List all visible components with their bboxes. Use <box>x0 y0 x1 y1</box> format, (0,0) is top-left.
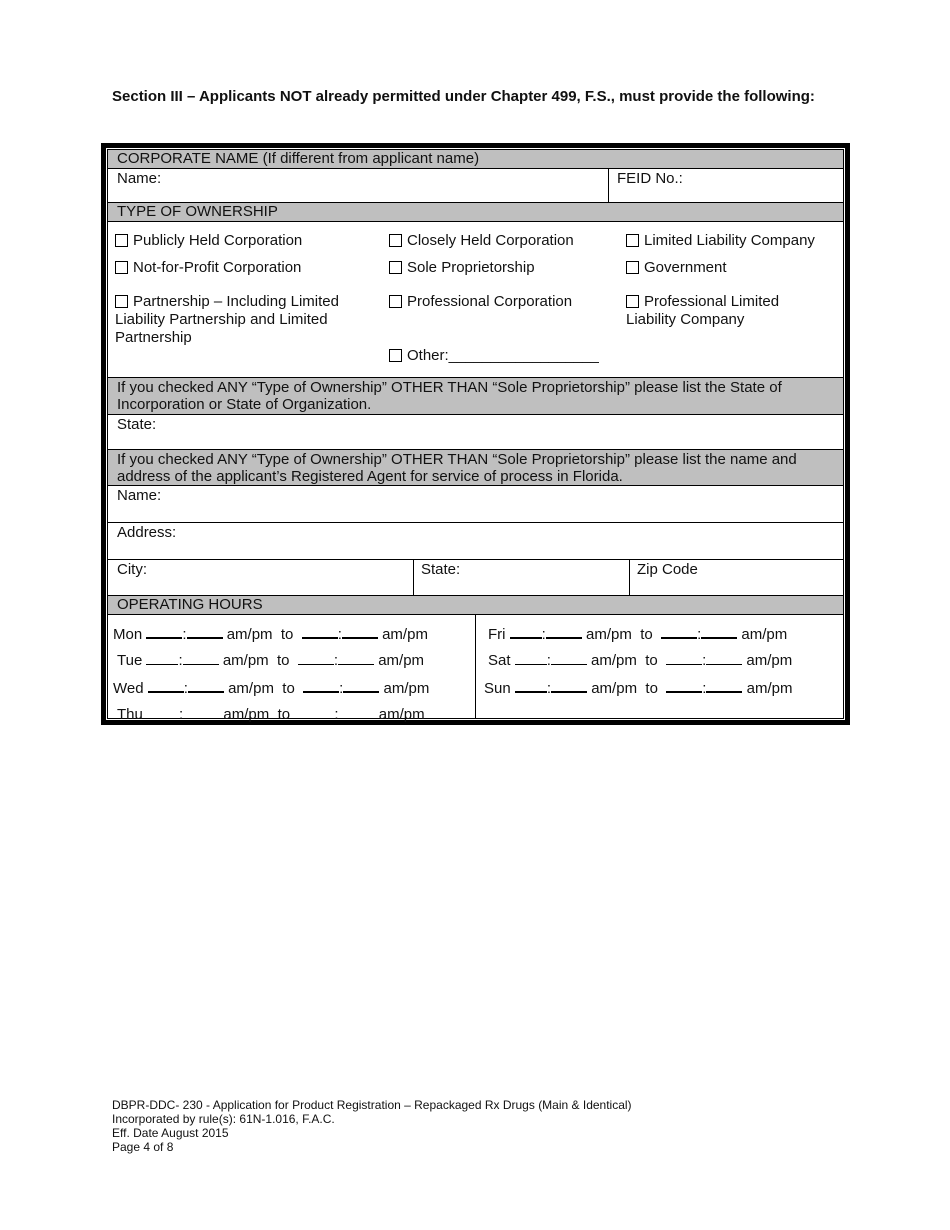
page-number: Page 4 of 8 <box>112 1140 174 1154</box>
open-hour-input[interactable] <box>147 706 179 719</box>
ownership-option-publicly-held[interactable]: Publicly Held Corporation <box>115 232 302 249</box>
agent-city-field[interactable]: City: <box>117 561 147 578</box>
close-minute-input[interactable] <box>706 679 742 693</box>
close-minute-input[interactable] <box>701 625 737 639</box>
close-minute-input[interactable] <box>706 652 742 665</box>
divider <box>413 560 414 595</box>
open-hour-input[interactable] <box>510 625 542 639</box>
agent-state-field[interactable]: State: <box>421 561 461 578</box>
hours-row-thu: Thu : am/pm to : am/pm <box>117 706 425 723</box>
agent-address-field[interactable]: Address: <box>117 524 177 541</box>
open-minute-input[interactable] <box>187 625 223 639</box>
hours-row-sun: Sun : am/pm to : am/pm <box>484 680 793 697</box>
incorporation-state-field[interactable]: State: <box>117 416 157 433</box>
checkbox[interactable] <box>389 261 402 274</box>
document-footer <box>112 1098 632 1154</box>
divider <box>608 169 609 202</box>
open-hour-input[interactable] <box>146 625 182 639</box>
corporate-name-field[interactable]: Name: <box>117 170 162 187</box>
hours-row-sat: Sat : am/pm to : am/pm <box>488 652 793 669</box>
divider <box>475 615 476 718</box>
open-minute-input[interactable] <box>551 679 587 693</box>
ownership-option-llc[interactable]: Limited Liability Company <box>626 232 815 249</box>
hours-row-tue: Tue : am/pm to : am/pm <box>117 652 425 669</box>
checkbox[interactable] <box>626 261 639 274</box>
checkbox[interactable] <box>389 349 402 362</box>
section-iii-form <box>101 143 850 725</box>
close-hour-input[interactable] <box>298 652 334 665</box>
close-minute-input[interactable] <box>339 706 375 719</box>
corporate-name-row <box>108 169 843 203</box>
close-minute-input[interactable] <box>338 652 374 665</box>
operating-hours-header: OPERATING HOURS <box>108 596 843 615</box>
agent-name-row <box>108 486 843 523</box>
checkbox[interactable] <box>115 295 128 308</box>
feid-field[interactable]: FEID No.: <box>617 170 683 187</box>
open-minute-input[interactable] <box>546 625 582 639</box>
effective-date-line: Eff. Date August 2015 <box>112 1126 229 1140</box>
close-hour-input[interactable] <box>666 652 702 665</box>
rule-line: Incorporated by rule(s): 61N-1.016, F.A.C. <box>112 1112 335 1126</box>
corporate-name-header: CORPORATE NAME (If different from applicant name) <box>108 150 843 169</box>
hours-row-mon: Mon : am/pm to : am/pm <box>113 626 428 643</box>
checkbox[interactable] <box>626 295 639 308</box>
agent-city-state-zip-row <box>108 560 843 596</box>
ownership-options <box>108 222 843 378</box>
close-hour-input[interactable] <box>303 679 339 693</box>
open-hour-input[interactable] <box>515 652 547 665</box>
close-hour-input[interactable] <box>661 625 697 639</box>
ownership-option-professional-corporation[interactable]: Professional Corporation <box>389 293 572 310</box>
ownership-header: TYPE OF OWNERSHIP <box>108 203 843 222</box>
close-minute-input[interactable] <box>343 679 379 693</box>
operating-hours-grid <box>108 615 843 723</box>
close-hour-input[interactable] <box>666 679 702 693</box>
agent-instruction: If you checked ANY “Type of Ownership” OTHER THAN “Sole Proprietorship” please list the name and address of the applicant’s Registered Agent for service of process in Florida. <box>108 450 843 486</box>
open-hour-input[interactable] <box>146 652 178 665</box>
incorporation-state-row <box>108 415 843 450</box>
divider <box>629 560 630 595</box>
open-hour-input[interactable] <box>148 679 184 693</box>
checkbox[interactable] <box>115 234 128 247</box>
close-hour-input[interactable] <box>298 706 334 719</box>
checkbox[interactable] <box>115 261 128 274</box>
close-minute-input[interactable] <box>342 625 378 639</box>
checkbox[interactable] <box>389 295 402 308</box>
agent-zip-field[interactable]: Zip Code <box>637 561 698 578</box>
agent-name-field[interactable]: Name: <box>117 487 162 504</box>
incorporation-instruction: If you checked ANY “Type of Ownership” OTHER THAN “Sole Proprietorship” please list the State of Incorporation or State of Organization. <box>108 378 843 415</box>
checkbox[interactable] <box>389 234 402 247</box>
form-id-line: DBPR-DDC- 230 - Application for Product Registration – Repackaged Rx Drugs (Main & Identical) <box>112 1098 632 1112</box>
open-minute-input[interactable] <box>183 706 219 719</box>
ownership-option-government[interactable]: Government <box>626 259 727 276</box>
hours-row-wed: Wed : am/pm to : am/pm <box>113 680 430 697</box>
open-minute-input[interactable] <box>188 679 224 693</box>
ownership-option-not-for-profit[interactable]: Not-for-Profit Corporation <box>115 259 301 276</box>
ownership-option-professional-llc[interactable]: Professional Limited Liability Company <box>626 293 780 328</box>
section-heading: Section III – Applicants NOT already permitted under Chapter 499, F.S., must provide the following: <box>112 88 815 105</box>
checkbox[interactable] <box>626 234 639 247</box>
hours-row-fri: Fri : am/pm to : am/pm <box>488 626 788 643</box>
ownership-option-closely-held[interactable]: Closely Held Corporation <box>389 232 574 249</box>
ownership-option-sole-proprietorship[interactable]: Sole Proprietorship <box>389 259 535 276</box>
ownership-option-partnership[interactable]: Partnership – Including Limited Liability Partnership and Limited Partnership <box>115 293 339 346</box>
open-minute-input[interactable] <box>183 652 219 665</box>
ownership-option-other[interactable]: Other:__________________ <box>389 347 599 364</box>
agent-address-row <box>108 523 843 560</box>
open-hour-input[interactable] <box>515 679 547 693</box>
close-hour-input[interactable] <box>302 625 338 639</box>
open-minute-input[interactable] <box>551 652 587 665</box>
